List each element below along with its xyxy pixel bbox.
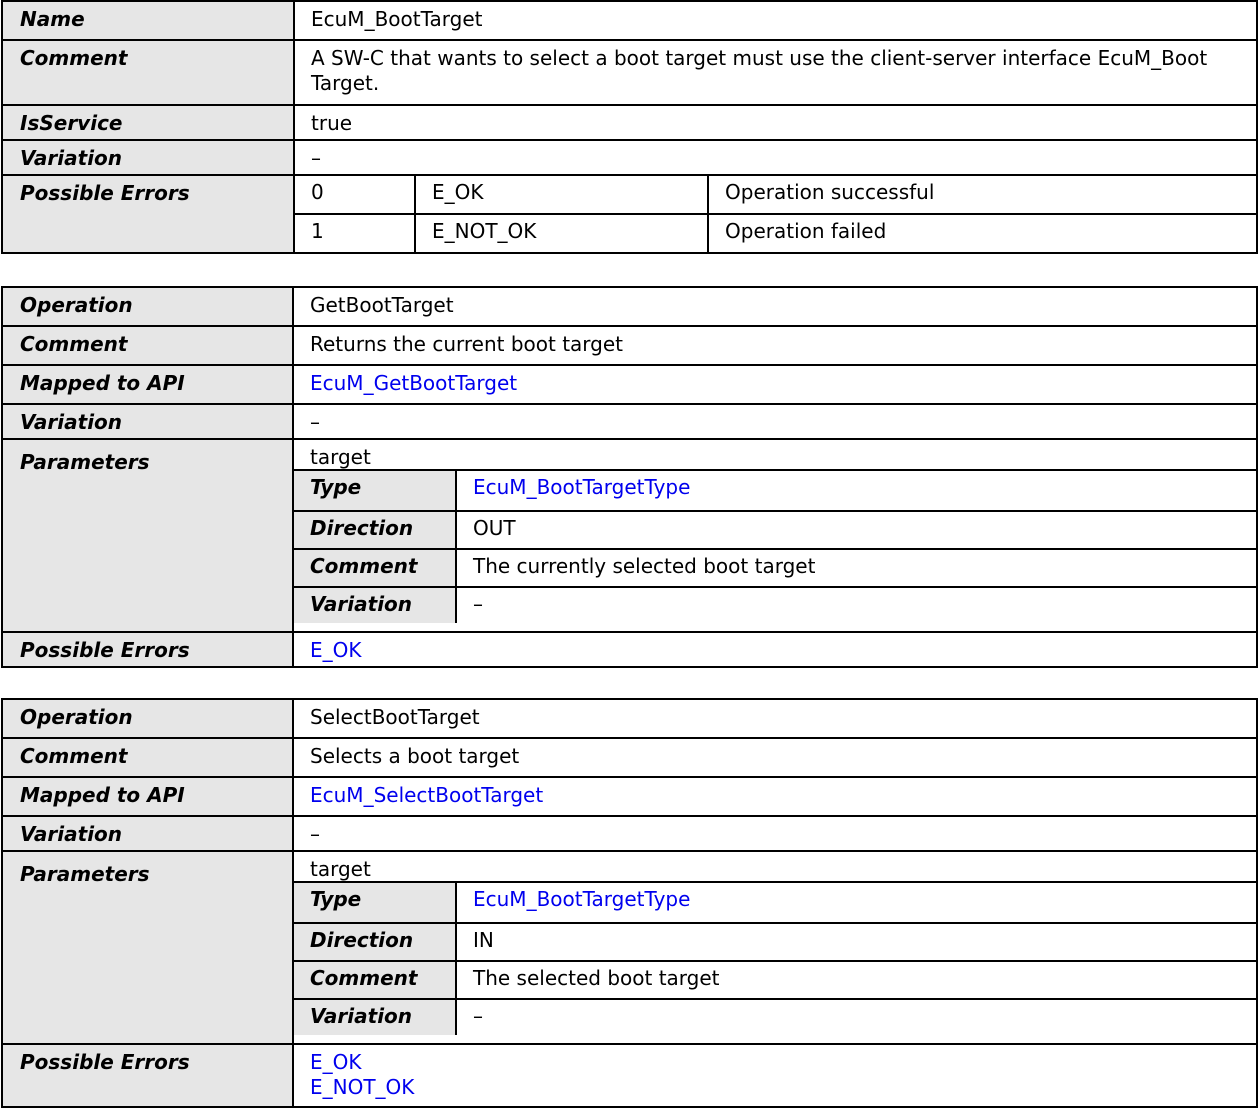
parameter-name: target <box>294 852 1256 883</box>
isservice-label: IsService <box>2 105 294 140</box>
parameters-label: Parameters <box>2 439 293 632</box>
param-type-link[interactable]: EcuM_BootTargetType <box>456 471 1256 511</box>
operation-comment: Returns the current boot target <box>293 326 1257 365</box>
param-variation-label: Variation <box>294 999 456 1035</box>
parameter-name: target <box>294 440 1256 471</box>
parameters-cell <box>293 439 1257 632</box>
error-name: E_NOT_OK <box>415 214 708 252</box>
error-description: Operation failed <box>708 214 1256 252</box>
isservice-value: true <box>294 105 1257 140</box>
variation-value: – <box>293 404 1257 439</box>
param-variation-value: – <box>456 587 1256 623</box>
possible-errors-label: Possible Errors <box>2 1044 293 1107</box>
operation-label: Operation <box>2 699 293 738</box>
operation-comment: Selects a boot target <box>293 738 1257 777</box>
parameter-subtable <box>294 471 1256 623</box>
parameters-label: Parameters <box>2 851 293 1044</box>
mapped-to-api-label: Mapped to API <box>2 365 293 404</box>
operation-table-get-boot-target <box>1 286 1258 668</box>
interface-table <box>1 0 1258 254</box>
param-direction-value: IN <box>456 923 1256 961</box>
param-direction-label: Direction <box>294 511 456 549</box>
possible-error-link[interactable]: E_NOT_OK <box>310 1075 415 1099</box>
variation-value: – <box>293 816 1257 851</box>
parameters-cell <box>293 851 1257 1044</box>
operation-label: Operation <box>2 287 293 326</box>
possible-errors-cell <box>293 1044 1257 1107</box>
interface-name: EcuM_BootTarget <box>294 1 1257 40</box>
comment-label: Comment <box>2 40 294 105</box>
interface-comment: A SW-C that wants to select a boot target must use the client-server interface EcuM_Boot Target. <box>294 40 1257 105</box>
error-description: Operation successful <box>708 176 1256 214</box>
errors-subtable <box>295 176 1256 252</box>
param-comment-label: Comment <box>294 961 456 999</box>
mapped-api-link[interactable]: EcuM_SelectBootTarget <box>293 777 1257 816</box>
param-comment-label: Comment <box>294 549 456 587</box>
error-row <box>295 176 1256 214</box>
param-variation-label: Variation <box>294 587 456 623</box>
possible-errors-label: Possible Errors <box>2 632 293 667</box>
error-code: 1 <box>295 214 415 252</box>
variation-value: – <box>294 140 1257 175</box>
possible-error-link[interactable]: E_OK <box>293 632 1257 667</box>
variation-label: Variation <box>2 404 293 439</box>
param-direction-label: Direction <box>294 923 456 961</box>
error-name: E_OK <box>415 176 708 214</box>
param-comment-value: The currently selected boot target <box>456 549 1256 587</box>
possible-errors-cell <box>294 175 1257 253</box>
param-type-label: Type <box>294 471 456 511</box>
variation-label: Variation <box>2 140 294 175</box>
operation-name: GetBootTarget <box>293 287 1257 326</box>
possible-errors-label: Possible Errors <box>2 175 294 253</box>
param-direction-value: OUT <box>456 511 1256 549</box>
mapped-to-api-label: Mapped to API <box>2 777 293 816</box>
parameter-subtable <box>294 883 1256 1035</box>
comment-label: Comment <box>2 326 293 365</box>
mapped-api-link[interactable]: EcuM_GetBootTarget <box>293 365 1257 404</box>
param-comment-value: The selected boot target <box>456 961 1256 999</box>
error-code: 0 <box>311 180 324 204</box>
variation-label: Variation <box>2 816 293 851</box>
operation-table-select-boot-target <box>1 698 1258 1108</box>
name-label: Name <box>2 1 294 40</box>
error-row <box>295 214 1256 252</box>
comment-label: Comment <box>2 738 293 777</box>
param-variation-value: – <box>456 999 1256 1035</box>
param-type-link[interactable]: EcuM_BootTargetType <box>456 883 1256 923</box>
operation-name: SelectBootTarget <box>293 699 1257 738</box>
possible-error-link[interactable]: E_OK <box>310 1050 362 1074</box>
param-type-label: Type <box>294 883 456 923</box>
